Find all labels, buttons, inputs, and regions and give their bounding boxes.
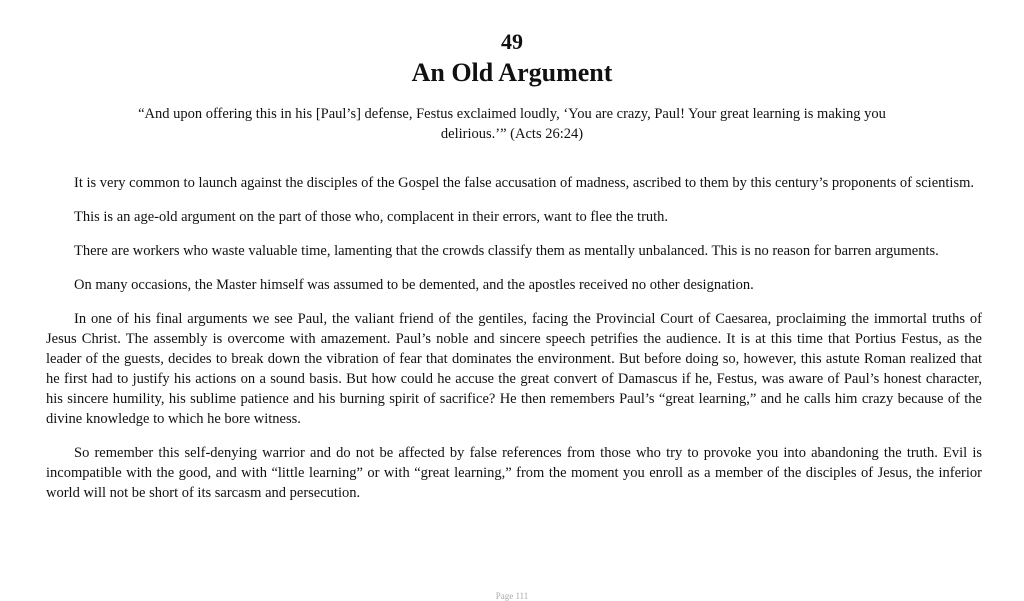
paragraph: There are workers who waste valuable time, lamenting that the crowds classify them as mentally unbalanced. This is no reason for barren arguments. xyxy=(74,243,939,259)
chapter-title: An Old Argument xyxy=(411,58,613,87)
paragraph: On many occasions, the Master himself was assumed to be demented, and the apostles received no other designation. xyxy=(74,277,754,293)
body-text xyxy=(46,173,982,517)
paragraph: It is very common to launch against the disciples of the Gospel the false accusation of madness, ascribed to them by this century’s proponents of scientism. xyxy=(74,175,974,191)
epigraph-quote: “And upon offering this in his [Paul’s] defense, Festus exclaimed loudly, ‘You are crazy, Paul! Your great learning is making you delirious.’” (Acts 26:24) xyxy=(138,106,886,142)
paragraph: In one of his final arguments we see Paul, the valiant friend of the gentiles, facing the Provincial Court of Caesarea, proclaiming the immortal truths of Jesus Christ. The assembly is overcome with amazement. Paul’s noble and sincere speech petrifies the audience. It is at this time that Portius Festus, as the leader of the guests, decides to break down the vibration of fear that dominates the environment. But before doing so, however, this astute Roman realized that he first had to justify his actions on a sound basis. But how could he accuse the great convert of Damascus if he, Festus, was aware of Paul’s honest character, his sincere humility, his sublime patience and his burning spirit of sacrifice? He then remembers Paul’s “great learning,” and he calls him crazy because of the divine knowledge to which he bore witness. xyxy=(46,311,982,427)
paragraph: This is an age-old argument on the part of those who, complacent in their errors, want to flee the truth. xyxy=(74,209,669,225)
paragraph: So remember this self-denying warrior and do not be affected by false references from those who try to provoke you into abandoning the truth. Evil is incompatible with the good, and with “little learning” or with “great learning,” from the moment you enroll as a member of the disciples of Jesus, the inferior world will not be short of its sarcasm and persecution. xyxy=(46,445,982,501)
page-footer: Page 111 xyxy=(495,591,529,601)
chapter-number: 49 xyxy=(501,29,523,54)
